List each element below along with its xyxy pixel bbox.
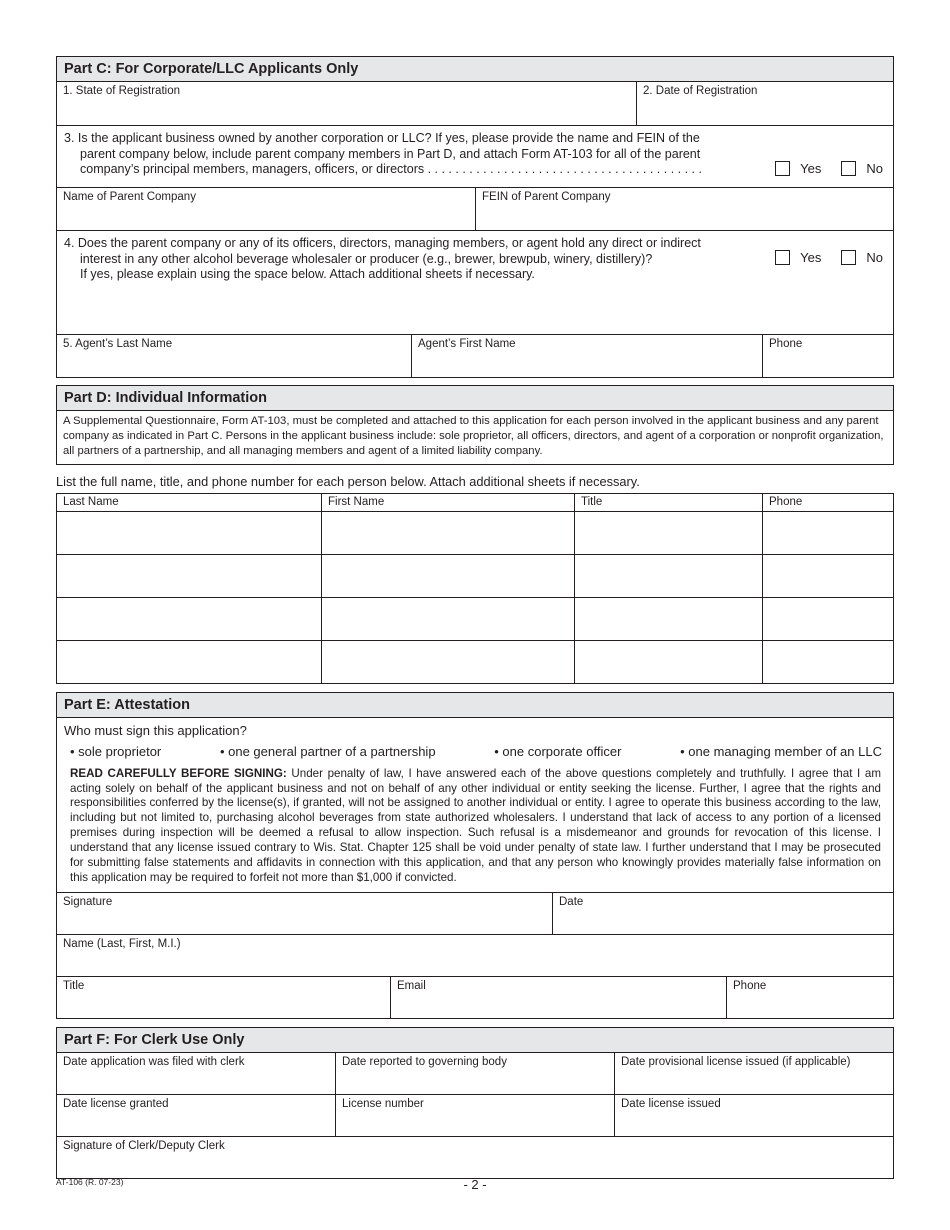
form-code: AT-106 (R. 07-23) xyxy=(56,1177,124,1187)
col-last-name: Last Name xyxy=(57,493,322,511)
title-email-phone-row xyxy=(57,977,893,1018)
table-row xyxy=(57,511,894,554)
signer-title-field[interactable] xyxy=(57,977,391,1018)
table-row xyxy=(57,597,894,640)
clerk-row-3 xyxy=(57,1137,893,1178)
registration-row xyxy=(57,82,893,126)
agent-phone-label: Phone xyxy=(769,338,803,350)
person-first-name-cell[interactable] xyxy=(322,511,575,554)
signature-field[interactable] xyxy=(57,893,553,934)
parent-company-name-field[interactable] xyxy=(57,188,476,230)
agent-first-name-label: Agent’s First Name xyxy=(418,338,516,350)
q3-no-checkbox[interactable] xyxy=(841,161,856,176)
signer-phone-field[interactable] xyxy=(727,977,893,1018)
date-filed-field[interactable] xyxy=(57,1053,336,1094)
person-phone-cell[interactable] xyxy=(763,554,894,597)
signature-label: Signature xyxy=(63,895,113,908)
q4-yes-checkbox[interactable] xyxy=(775,250,790,265)
date-reported-field[interactable] xyxy=(336,1053,615,1094)
agent-last-name-label: 5. Agent’s Last Name xyxy=(63,338,173,350)
who-must-sign: Who must sign this application? xyxy=(64,722,247,738)
part-f-section xyxy=(56,1027,894,1179)
date-issued-label: Date license issued xyxy=(621,1097,721,1110)
signature-date-field[interactable] xyxy=(553,893,893,934)
q4-yes-label: Yes xyxy=(800,250,822,265)
parent-company-fein-field[interactable] xyxy=(476,188,893,230)
agent-phone-field[interactable] xyxy=(763,335,893,377)
person-first-name-cell[interactable] xyxy=(322,640,575,683)
question-4-row xyxy=(57,231,893,335)
col-phone: Phone xyxy=(763,493,894,511)
attestation-text xyxy=(57,759,893,892)
date-provisional-field[interactable] xyxy=(615,1053,893,1094)
q4-line2: interest in any other alcohol beverage wholesaler or producer (e.g., brewer, brewpub, winery, distillery)? xyxy=(80,251,653,266)
agent-row xyxy=(57,335,893,377)
date-provisional-label: Date provisional license issued (if applicable) xyxy=(621,1055,851,1068)
q4-line3: If yes, please explain using the space below. Attach additional sheets if necessary. xyxy=(80,267,535,281)
person-list-instruction: List the full name, title, and phone number for each person below. Attach additional sheets if necessary. xyxy=(56,473,640,489)
signer-name-label: Name (Last, First, M.I.) xyxy=(63,937,181,950)
part-c-heading: Part C: For Corporate/LLC Applicants Only xyxy=(57,57,893,82)
person-title-cell[interactable] xyxy=(575,640,763,683)
signature-date-label: Date xyxy=(559,895,584,908)
person-phone-cell[interactable] xyxy=(763,640,894,683)
q4-no-label: No xyxy=(866,250,883,265)
date-issued-field[interactable] xyxy=(615,1095,893,1136)
table-row xyxy=(57,554,894,597)
q3-line3: company’s principal members, managers, officers, or directors . . . . . . . . . . . . . . . . . . . . . . . . . . . . . . . . . . . . . . . . xyxy=(80,162,702,176)
state-of-registration-label: 1. State of Registration xyxy=(63,85,180,97)
signature-row xyxy=(57,893,893,935)
q4-line1: 4. Does the parent company or any of its officers, directors, managing members, or agent hold any direct or indirect xyxy=(64,236,701,250)
date-filed-label: Date application was filed with clerk xyxy=(63,1055,245,1068)
part-d-section xyxy=(56,385,894,465)
license-number-label: License number xyxy=(342,1097,424,1110)
clerk-signature-field[interactable] xyxy=(57,1137,893,1178)
state-of-registration-field[interactable] xyxy=(57,82,637,125)
date-granted-label: Date license granted xyxy=(63,1097,169,1110)
part-e-section xyxy=(56,692,894,1019)
signer-email-label: Email xyxy=(397,979,426,992)
clerk-row-2 xyxy=(57,1095,893,1137)
person-table-header xyxy=(57,493,894,511)
bullet-item: • one corporate officer xyxy=(494,743,622,759)
q3-yes-label: Yes xyxy=(800,161,822,176)
q4-no-checkbox[interactable] xyxy=(841,250,856,265)
person-title-cell[interactable] xyxy=(575,597,763,640)
form-page xyxy=(56,56,894,1179)
signer-title-label: Title xyxy=(63,979,85,992)
bullet-item: • one managing member of an LLC xyxy=(680,743,882,759)
date-of-registration-label: 2. Date of Registration xyxy=(643,85,758,97)
person-title-cell[interactable] xyxy=(575,554,763,597)
clerk-row-1 xyxy=(57,1053,893,1095)
agent-last-name-field[interactable] xyxy=(57,335,412,377)
parent-company-fein-label: FEIN of Parent Company xyxy=(482,191,611,203)
part-d-heading: Part D: Individual Information xyxy=(57,386,893,411)
page-number: - 2 - xyxy=(463,1177,487,1192)
person-first-name-cell[interactable] xyxy=(322,554,575,597)
agent-first-name-field[interactable] xyxy=(412,335,763,377)
read-carefully-label: READ CAREFULLY BEFORE SIGNING: xyxy=(70,766,287,780)
person-last-name-cell[interactable] xyxy=(57,511,322,554)
name-row xyxy=(57,935,893,977)
person-table xyxy=(56,493,894,684)
q3-line2: parent company below, include parent company members in Part D, and attach Form AT-103 for all of the parent xyxy=(80,146,701,161)
part-d-paragraph: A Supplemental Questionnaire, Form AT-103, must be completed and attached to this application for each person involved in the applicant business and any parent company as indicated in Part C. Persons in the applicant business include: sole proprietor, all officers, directors, and agent of a corporation or nonprofit organization, all partners of a partnership, and all managing members and agent of a limited liability company. xyxy=(63,415,884,458)
signer-name-field[interactable] xyxy=(57,935,893,976)
question-4[interactable] xyxy=(57,231,893,334)
person-last-name-cell[interactable] xyxy=(57,597,322,640)
q3-yes-no xyxy=(775,161,883,177)
signer-bullets xyxy=(57,744,893,759)
signature-block xyxy=(57,892,893,1018)
date-reported-label: Date reported to governing body xyxy=(342,1055,507,1068)
person-phone-cell[interactable] xyxy=(763,597,894,640)
bullet-item: • one general partner of a partnership xyxy=(219,743,436,759)
q3-no-label: No xyxy=(866,161,883,176)
col-title: Title xyxy=(575,493,763,511)
part-c-section xyxy=(56,56,894,378)
question-3-row xyxy=(57,126,893,188)
person-last-name-cell[interactable] xyxy=(57,554,322,597)
q4-yes-no xyxy=(775,250,883,266)
attestation-body: Under penalty of law, I have answered each of the above questions completely and truthfully. I agree that I am acting solely on behalf of the applicant business and not on behalf of any other individual or entity seeking the license. Further, I agree that the rights and responsibilities conferred by the license(s), if granted, will not be assigned to another individual or entity. I agree to operate this business according to the law, including but not limited to, purchasing alcohol beverages from state authorized wholesalers. I understand that lack of access to any portion of a licensed premises during inspection will be deemed a refusal to allow inspection. Such refusal is a misdemeanor and grounds for revocation of this license. I understand that any license issued contrary to Wis. Stat. Chapter 125 shall be void under penalty of state law. I further understand that I may be prosecuted for submitting false statements and affidavits in connection with this application, and that any person who knowingly provides materially false information on this application may be required to forfeit not more than $1,000 if convicted. xyxy=(70,766,881,884)
signer-email-field[interactable] xyxy=(391,977,727,1018)
table-row xyxy=(57,640,894,683)
parent-company-name-label: Name of Parent Company xyxy=(63,191,196,203)
question-3 xyxy=(57,126,893,187)
license-number-field[interactable] xyxy=(336,1095,615,1136)
date-of-registration-field[interactable] xyxy=(637,82,893,125)
person-phone-cell[interactable] xyxy=(763,511,894,554)
part-f-heading: Part F: For Clerk Use Only xyxy=(57,1028,893,1053)
parent-company-row xyxy=(57,188,893,231)
col-first-name: First Name xyxy=(322,493,575,511)
clerk-signature-label: Signature of Clerk/Deputy Clerk xyxy=(63,1139,225,1152)
q3-line1: 3. Is the applicant business owned by another corporation or LLC? If yes, please provide the name and FEIN of the xyxy=(64,131,700,145)
q3-yes-checkbox[interactable] xyxy=(775,161,790,176)
bullet-item: • sole proprietor xyxy=(70,743,162,759)
signer-phone-label: Phone xyxy=(733,979,767,992)
part-e-heading: Part E: Attestation xyxy=(57,693,893,718)
person-last-name-cell[interactable] xyxy=(57,640,322,683)
person-first-name-cell[interactable] xyxy=(322,597,575,640)
person-title-cell[interactable] xyxy=(575,511,763,554)
date-granted-field[interactable] xyxy=(57,1095,336,1136)
